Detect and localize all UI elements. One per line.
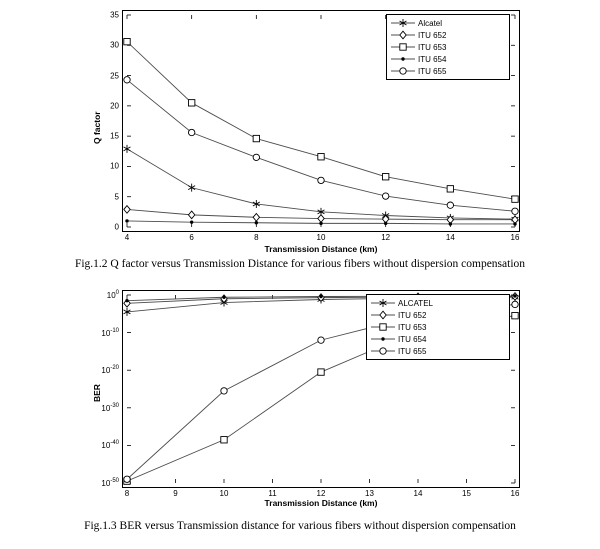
- legend-label: ITU 655: [398, 346, 427, 356]
- x-tick-label: 15: [462, 489, 471, 498]
- legend-marker-icon: [370, 309, 396, 321]
- x-tick-label: 14: [445, 233, 455, 242]
- y-tick-label: $10^{-40}$: [101, 440, 119, 451]
- legend-marker-icon: [370, 345, 396, 357]
- x-tick-label: 16: [510, 489, 520, 498]
- y-tick-label: 15: [110, 131, 119, 141]
- x-tick-label: 14: [413, 489, 423, 498]
- legend-marker-icon: [390, 53, 416, 65]
- q-factor-legend: [386, 14, 510, 80]
- x-tick-label: 10: [219, 489, 229, 498]
- legend-item: [370, 321, 505, 333]
- y-tick-label: $10^{-50}$: [101, 478, 119, 488]
- x-tick-label: 9: [173, 489, 178, 498]
- y-tick-label: 35: [110, 10, 119, 20]
- x-tick-label: 16: [510, 233, 520, 242]
- legend-label: Alcatel: [418, 18, 443, 28]
- x-tick-label: 10: [316, 233, 326, 242]
- figure-2: [76, 284, 528, 514]
- y-tick-label: 25: [110, 71, 119, 81]
- x-tick-label: 12: [316, 489, 326, 498]
- legend-label: ALCATEL: [398, 298, 433, 308]
- x-tick-label: 4: [124, 233, 130, 242]
- ber-legend: [366, 294, 510, 360]
- y-tick-label: 5: [114, 192, 119, 202]
- y-tick-label: $10^0$: [106, 290, 119, 300]
- y-tick-label: 30: [110, 40, 119, 50]
- legend-label: ITU 653: [418, 42, 447, 52]
- legend-label: ITU 652: [398, 310, 427, 320]
- legend-item: [390, 41, 505, 53]
- x-tick-label: 12: [381, 233, 391, 242]
- legend-label: ITU 653: [398, 322, 427, 332]
- ber-xaxis-label: Transmission Distance (km): [264, 498, 378, 508]
- legend-item: [370, 345, 505, 357]
- legend-marker-icon: [370, 333, 396, 345]
- legend-marker-icon: [370, 321, 396, 333]
- figure-1: [76, 4, 528, 254]
- y-tick-label: 0: [114, 222, 119, 232]
- legend-marker-icon: [390, 17, 416, 29]
- y-tick-label: 20: [110, 101, 119, 111]
- ber-yaxis-label: BER: [92, 384, 102, 402]
- legend-item: [370, 297, 505, 309]
- figure-2-caption: Fig.1.3 BER versus Transmission distance for various fibers without dispersion compensation: [84, 520, 516, 532]
- figure-1-caption: Fig.1.2 Q factor versus Transmission Distance for various fibers without dispersion compensation: [74, 258, 526, 270]
- legend-item: [390, 53, 505, 65]
- legend-item: [370, 309, 505, 321]
- legend-label: ITU 654: [398, 334, 427, 344]
- y-tick-label: 10: [110, 161, 119, 171]
- x-tick-label: 8: [124, 489, 130, 498]
- x-tick-label: 8: [254, 233, 259, 242]
- legend-item: [390, 29, 505, 41]
- x-tick-label: 6: [189, 233, 194, 242]
- q-factor-yaxis-label: Q factor: [92, 111, 102, 144]
- x-tick-label: 11: [268, 489, 277, 498]
- legend-marker-icon: [390, 65, 416, 77]
- q-factor-xaxis-label: Transmission Distance (km): [264, 244, 378, 254]
- legend-label: ITU 654: [418, 54, 447, 64]
- legend-item: [390, 65, 505, 77]
- x-tick-label: 13: [365, 489, 374, 498]
- legend-marker-icon: [390, 41, 416, 53]
- legend-item: [370, 333, 505, 345]
- legend-marker-icon: [370, 297, 396, 309]
- legend-label: ITU 652: [418, 30, 447, 40]
- y-tick-label: $10^{-10}$: [101, 327, 119, 338]
- legend-marker-icon: [390, 29, 416, 41]
- y-tick-label: $10^{-30}$: [101, 402, 119, 413]
- legend-item: [390, 17, 505, 29]
- legend-label: ITU 655: [418, 66, 447, 76]
- y-tick-label: $10^{-20}$: [101, 365, 119, 376]
